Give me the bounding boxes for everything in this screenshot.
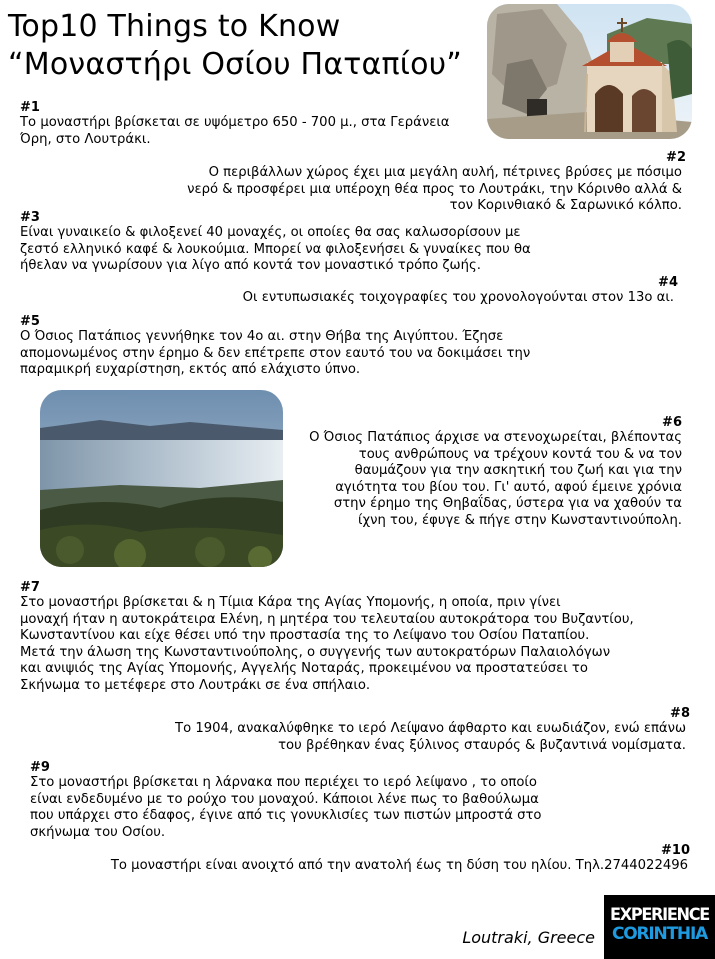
location-caption: Loutraki, Greece [462,928,595,947]
item-text: Ο Όσιος Πατάπιος γεννήθηκε τον 4ο αι. στην Θήβα της Αιγύπτου. Έζησε απομονωμένος στην έρημο & δεν επέτρεπε στον εαυτό του να δοκιμάσει την παραμικρή ευχαρίστηση, εκτός από ελάχιστο ύπνο. [20,329,531,378]
item-10 [60,843,690,875]
item-number: #5 [20,314,40,329]
item-1 [20,100,490,148]
item-7 [20,580,700,695]
item-number: #9 [30,760,50,775]
experience-corinthia-logo [604,895,715,959]
item-number: #7 [20,580,40,595]
item-text: Το 1904, ανακαλύφθηκε το ιερό Λείψανο άφθαρτο και ευωδιάζον, ενώ επάνω του βρέθηκαν ένας ξύλινος σταυρός & βυζαντινά νομίσματα. [175,721,686,753]
item-number: #2 [666,150,686,165]
monastery-church-photo [487,4,692,139]
item-text: Το μοναστήρι βρίσκεται σε υψόμετρο 650 - 700 μ., στα Γεράνεια Όρη, στο Λουτράκι. [20,115,450,147]
item-text: Είναι γυναικείο & φιλοξενεί 40 μοναχές, οι οποίες θα σας καλωσορίσουν με ζεστό ελληνικό καφέ & λουκούμια. Μπορεί να φιλοξενήσει & γυναίκες που θα ήθελαν να γνωρίσουν για λίγο από κοντά τον μοναστικό τρόπο ζωής. [20,225,531,274]
item-text: Οι εντυπωσιακές τοιχογραφίες του χρονολογούνται στον 13ο αι. [242,290,674,305]
title-line-2: “Μοναστήρι Οσίου Παταπίου” [8,47,462,82]
item-text: Το μοναστήρι είναι ανοιχτό από την ανατολή έως τη δύση του ηλίου. Τηλ.2744022496 [110,858,688,873]
item-6 [288,415,682,530]
logo-line-2: CORINTHIA [611,924,708,944]
sea-view-photo [40,390,283,567]
item-number: #8 [670,706,690,721]
title-line-1: Top10 Things to Know [8,9,341,44]
item-text: Ο Όσιος Πατάπιος άρχισε να στενοχωρείται, βλέποντας τους ανθρώπους να τρέχουν κοντά του & να τον θαυμάζουν για την ασκητική του ζωή και για την αγιότητα του βίου του. Γι' αυτό, αφού έμεινε χρόνια στην έρημο της Θηβαΐδας, ύστερα για να χαθούν τα ίχνη του, έφυγε & πήγε στην Κωνσταντινούπολη. [309,430,682,528]
item-text: Στο μοναστήρι βρίσκεται & η Τίμια Κάρα της Αγίας Υπομονής, η οποία, πριν γίνει μοναχή ήταν η αυτοκράτειρα Ελένη, η μητέρα του τελευταίου αυτοκράτορα του Βυζαντίου, Κωνσταντίνου και είχε θέσει υπό την προστασία της το Λείψανο του Οσίου Παταπίου. Μετά την άλωση της Κωνσταντινούπολης, ο συγγενής των αυτοκρατόρων Παλαιολόγων και ανιψιός της Αγίας Υπομονής, Αγγελής Νοταράς, προκειμένου να προστατεύσει το Σκήνωμα το μετέφερε στο Λουτράκι σε ένα σπήλαιο. [20,595,634,693]
item-number: #1 [20,100,40,115]
item-text: Ο περιβάλλων χώρος έχει μια μεγάλη αυλή, πέτρινες βρύσες με πόσιμο νερό & προσφέρει μια υπέροχη θέα προς το Λουτράκι, την Κόρινθο αλλά & τον Κορινθιακό & Σαρωνικό κόλπο. [187,165,682,214]
item-9 [30,760,630,841]
logo-line-1: EXPERIENCE [610,905,709,925]
item-8 [120,706,690,754]
item-text: Στο μοναστήρι βρίσκεται η λάρνακα που περιέχει το ιερό λείψανο , το οποίο είναι ενδεδυμένο με το ρούχο του μοναχού. Κάποιοι λένε πως το βαθούλωμα που υπάρχει στο έδαφος, έγινε από τις γονυκλισίες των πιστών μπροστά στο σκήνωμα του Οσίου. [30,775,542,840]
item-4 [100,275,678,307]
page-title [8,8,462,84]
item-3 [20,210,660,275]
item-number: #4 [658,275,678,290]
item-number: #10 [661,843,690,858]
item-2 [60,150,686,215]
item-5 [20,314,660,379]
item-number: #3 [20,210,40,225]
item-number: #6 [662,415,682,430]
